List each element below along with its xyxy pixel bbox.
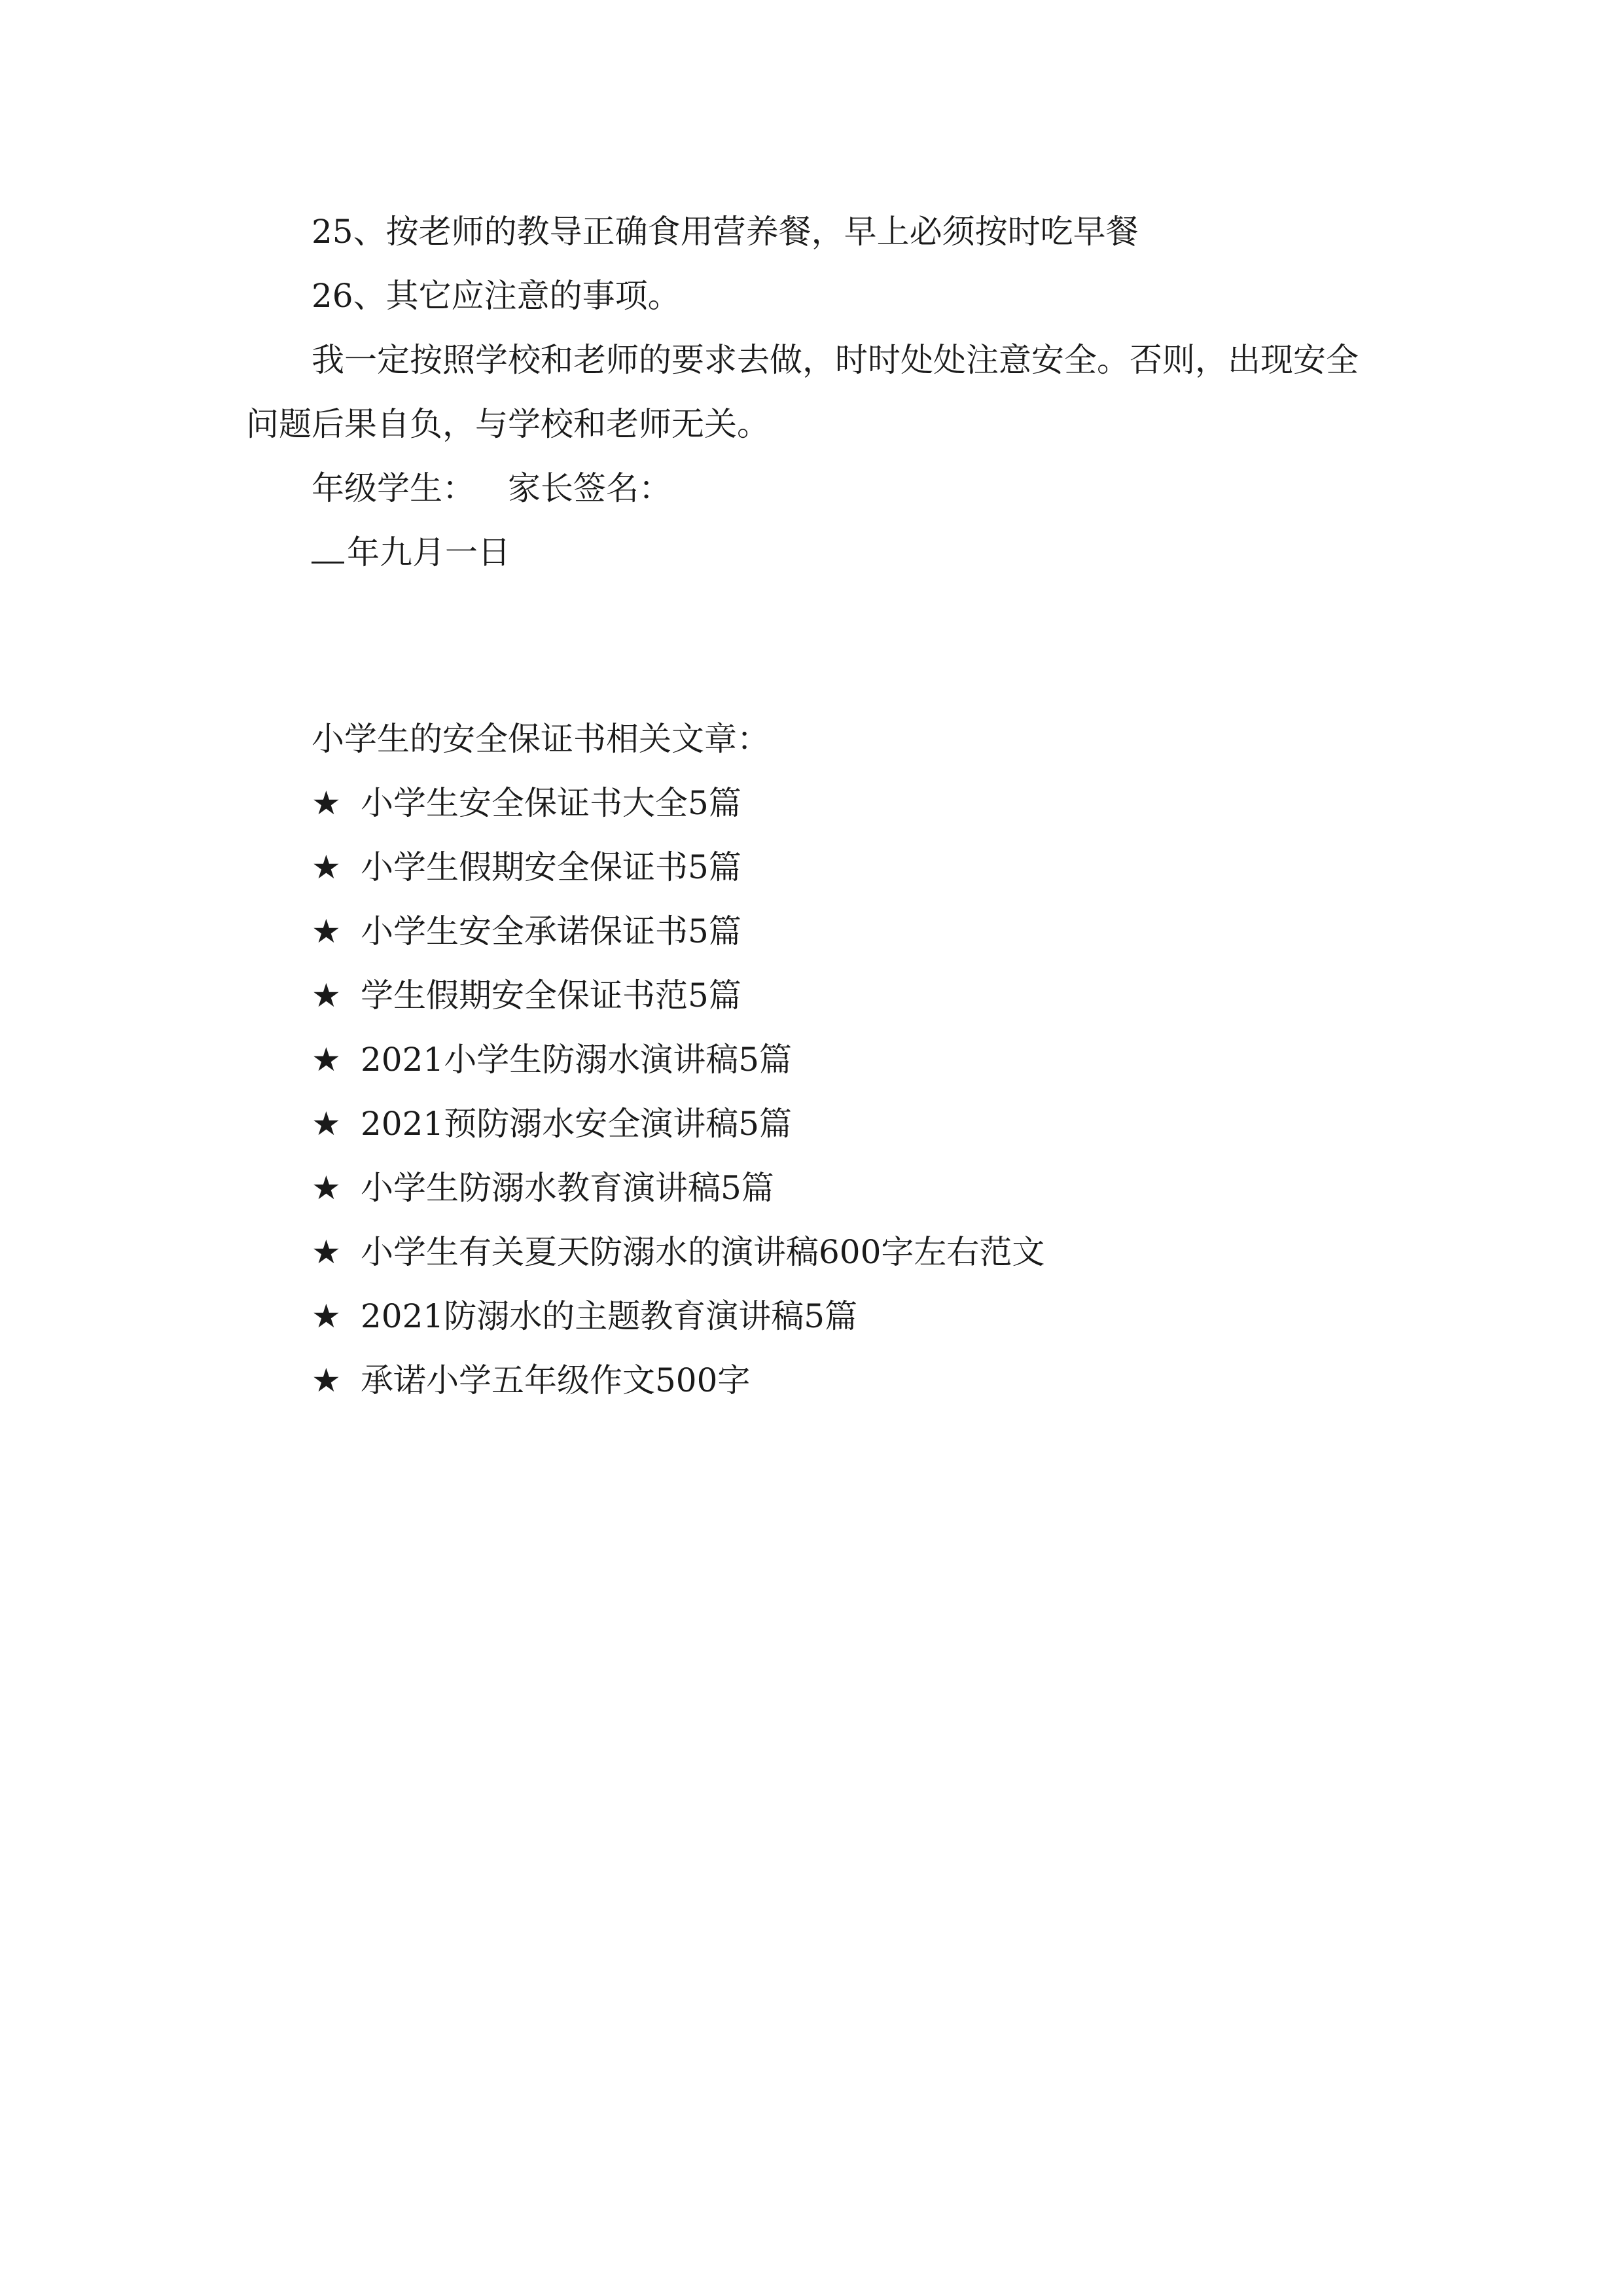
star-icon: ★ <box>312 977 341 1014</box>
date-line <box>246 520 1378 584</box>
related-article-link[interactable] <box>312 1220 1378 1284</box>
date-text: 年九月一日 <box>347 533 510 571</box>
related-article-title: 承诺小学五年级作文500字 <box>361 1361 751 1399</box>
star-icon: ★ <box>312 1361 341 1399</box>
parent-signature-label: 家长签名： <box>508 469 671 507</box>
related-articles <box>312 707 1378 1412</box>
student-label: 年级学生： <box>312 469 475 507</box>
related-article-title: 小学生安全承诺保证书5篇 <box>361 912 741 950</box>
document-body <box>246 200 1378 584</box>
related-article-title: 2021小学生防溺水演讲稿5篇 <box>361 1041 793 1079</box>
paragraph-item-25: 25、按老师的教导正确食用营养餐，早上必须按时吃早餐 <box>312 213 1139 251</box>
year-blank <box>312 531 344 564</box>
related-article-title: 学生假期安全保证书范5篇 <box>361 977 741 1014</box>
related-article-title: 2021防溺水的主题教育演讲稿5篇 <box>361 1297 858 1335</box>
star-icon: ★ <box>312 848 341 886</box>
paragraph-pledge: 我一定按照学校和老师的要求去做，时时处处注意安全。否则，出现安全问题后果自负，与学校和老师无关。 <box>246 341 1359 443</box>
related-article-link[interactable] <box>312 771 1378 835</box>
paragraph-item-26: 26、其它应注意的事项。 <box>312 277 681 315</box>
related-article-link[interactable] <box>312 1156 1378 1220</box>
related-article-link[interactable] <box>312 1348 1378 1412</box>
star-icon: ★ <box>312 1105 341 1143</box>
related-article-link[interactable] <box>312 1284 1378 1348</box>
related-article-link[interactable] <box>312 1028 1378 1092</box>
signature-line <box>246 456 1378 520</box>
related-article-title: 小学生假期安全保证书5篇 <box>361 848 741 886</box>
related-article-link[interactable] <box>312 1092 1378 1156</box>
related-article-link[interactable] <box>312 835 1378 899</box>
star-icon: ★ <box>312 784 341 822</box>
related-articles-title: 小学生的安全保证书相关文章： <box>312 720 770 758</box>
star-icon: ★ <box>312 912 341 950</box>
star-icon: ★ <box>312 1297 341 1335</box>
related-articles-list <box>312 771 1378 1412</box>
star-icon: ★ <box>312 1041 341 1079</box>
related-article-link[interactable] <box>312 963 1378 1028</box>
related-article-title: 小学生防溺水教育演讲稿5篇 <box>361 1169 774 1207</box>
related-article-title: 2021预防溺水安全演讲稿5篇 <box>361 1105 793 1143</box>
related-article-link[interactable] <box>312 899 1378 963</box>
related-article-title: 小学生有关夏天防溺水的演讲稿600字左右范文 <box>361 1233 1045 1271</box>
related-article-title: 小学生安全保证书大全5篇 <box>361 784 741 822</box>
star-icon: ★ <box>312 1169 341 1207</box>
star-icon: ★ <box>312 1233 341 1271</box>
